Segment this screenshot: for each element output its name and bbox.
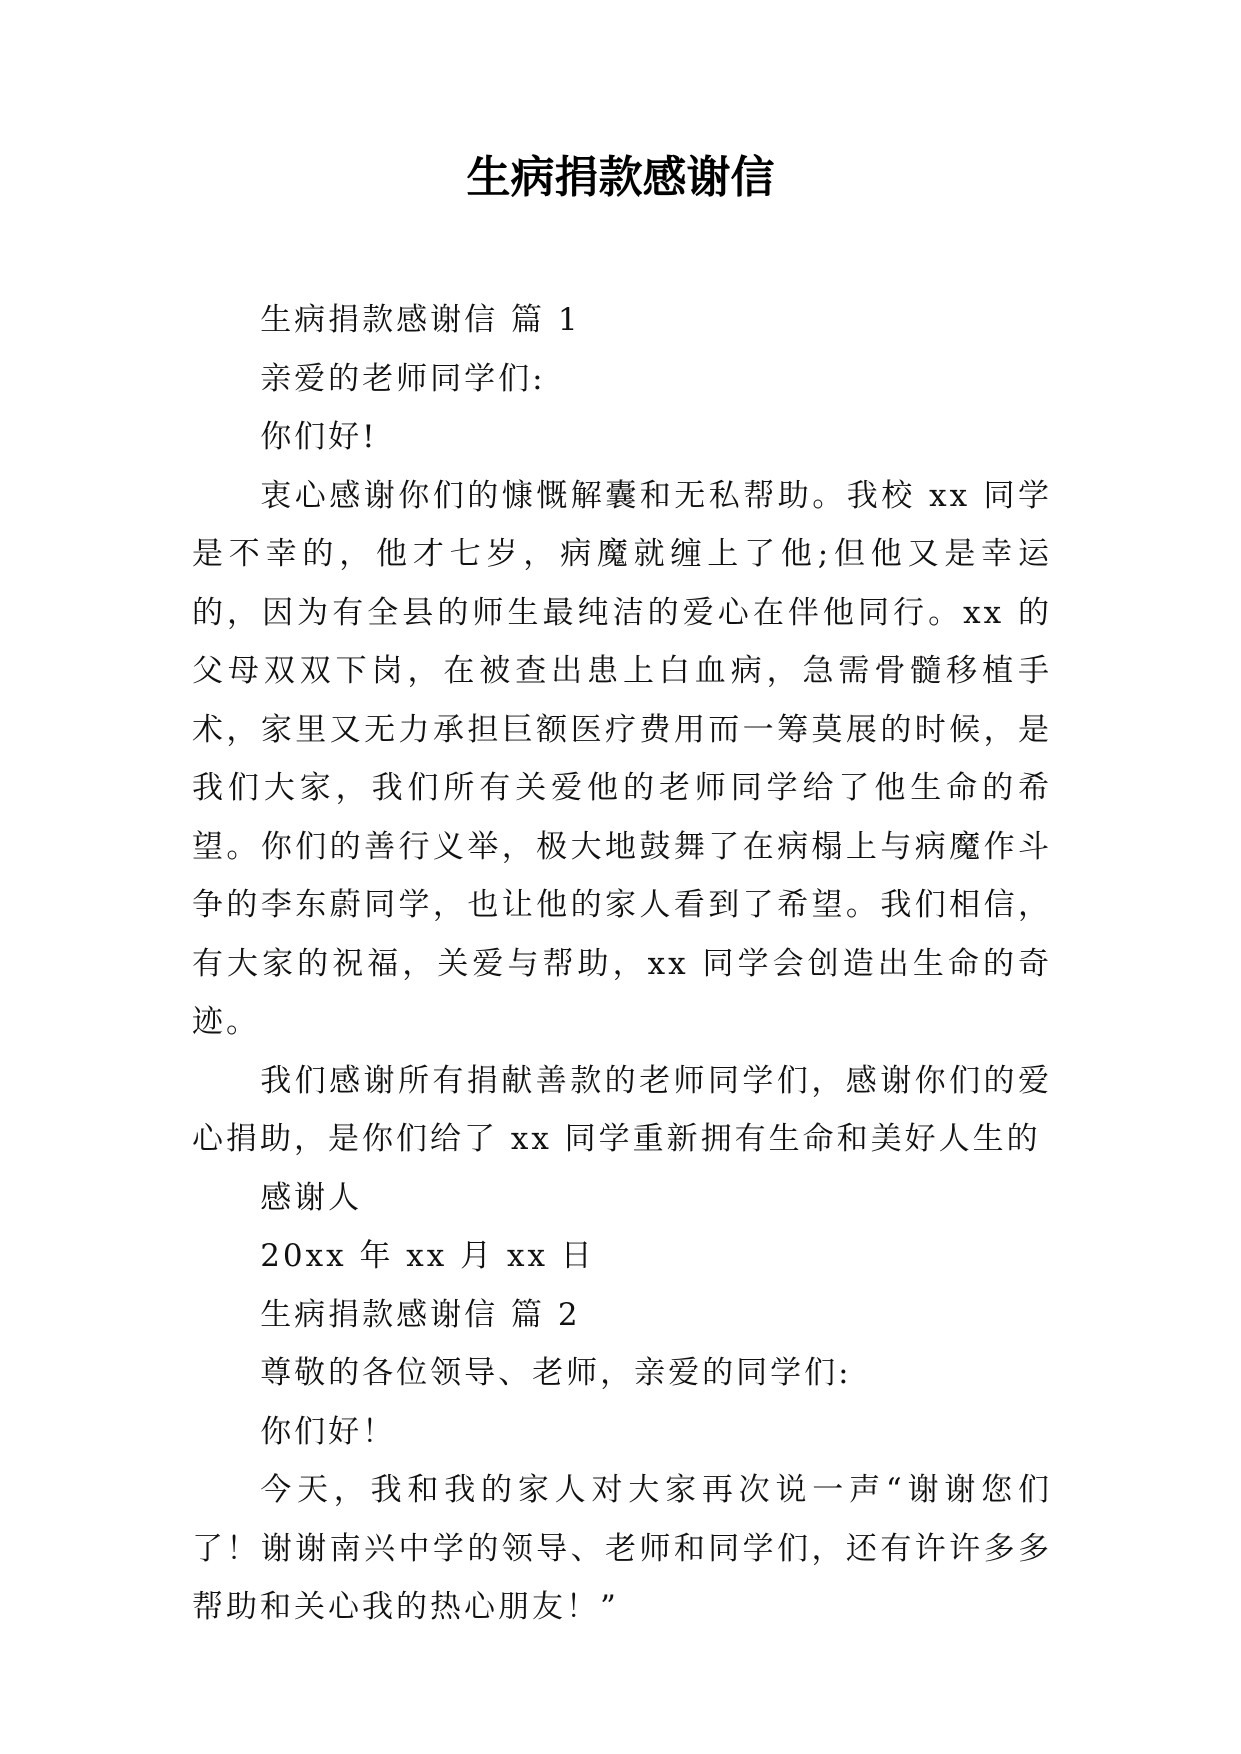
- greeting: 你们好！: [260, 1413, 397, 1450]
- date-line: 20xx 年 xx 月 xx 日: [260, 1238, 595, 1274]
- greeting: 你们好!: [260, 419, 378, 455]
- section-heading-1: 生病捐款感谢信 篇 1: [260, 302, 581, 338]
- salutation: 亲爱的老师同学们:: [260, 360, 546, 397]
- document-title: 生病捐款感谢信: [466, 152, 775, 203]
- body-paragraph: 我们感谢所有捐献善款的老师同学们，感谢你们的爱心捐助，是你们给了 xx 同学重新拥有生命和美好人生的: [192, 1062, 1052, 1157]
- body-paragraph: 今天，我和我的家人对大家再次说一声“谢谢您们了！谢谢南兴中学的领导、老师和同学们，还有许许多多帮助和关心我的热心朋友！”: [192, 1472, 1052, 1625]
- body-paragraph: 衷心感谢你们的慷慨解囊和无私帮助。我校 xx 同学是不幸的，他才七岁，病魔就缠上了他;但他又是幸运的，因为有全县的师生最纯洁的爱心在伴他同行。xx 的父母双双下岗，在被查出患上白血病，急需骨髓移植手术，家里又无力承担巨额医疗费用而一筹莫展的时候，是我们大家，我们所有关爱他的老师同学给了他生命的希望。你们的善行义举，极大地鼓舞了在病榻上与病魔作斗争的李东蔚同学，也让他的家人看到了希望。我们相信，有大家的祝福，关爱与帮助，xx 同学会创造出生命的奇迹。: [192, 477, 1052, 1040]
- salutation: 尊敬的各位领导、老师，亲爱的同学们:: [260, 1355, 852, 1391]
- signature-label: 感谢人: [260, 1179, 363, 1216]
- document-body: [192, 291, 1052, 1637]
- section-heading-2: 生病捐款感谢信 篇 2: [260, 1296, 581, 1333]
